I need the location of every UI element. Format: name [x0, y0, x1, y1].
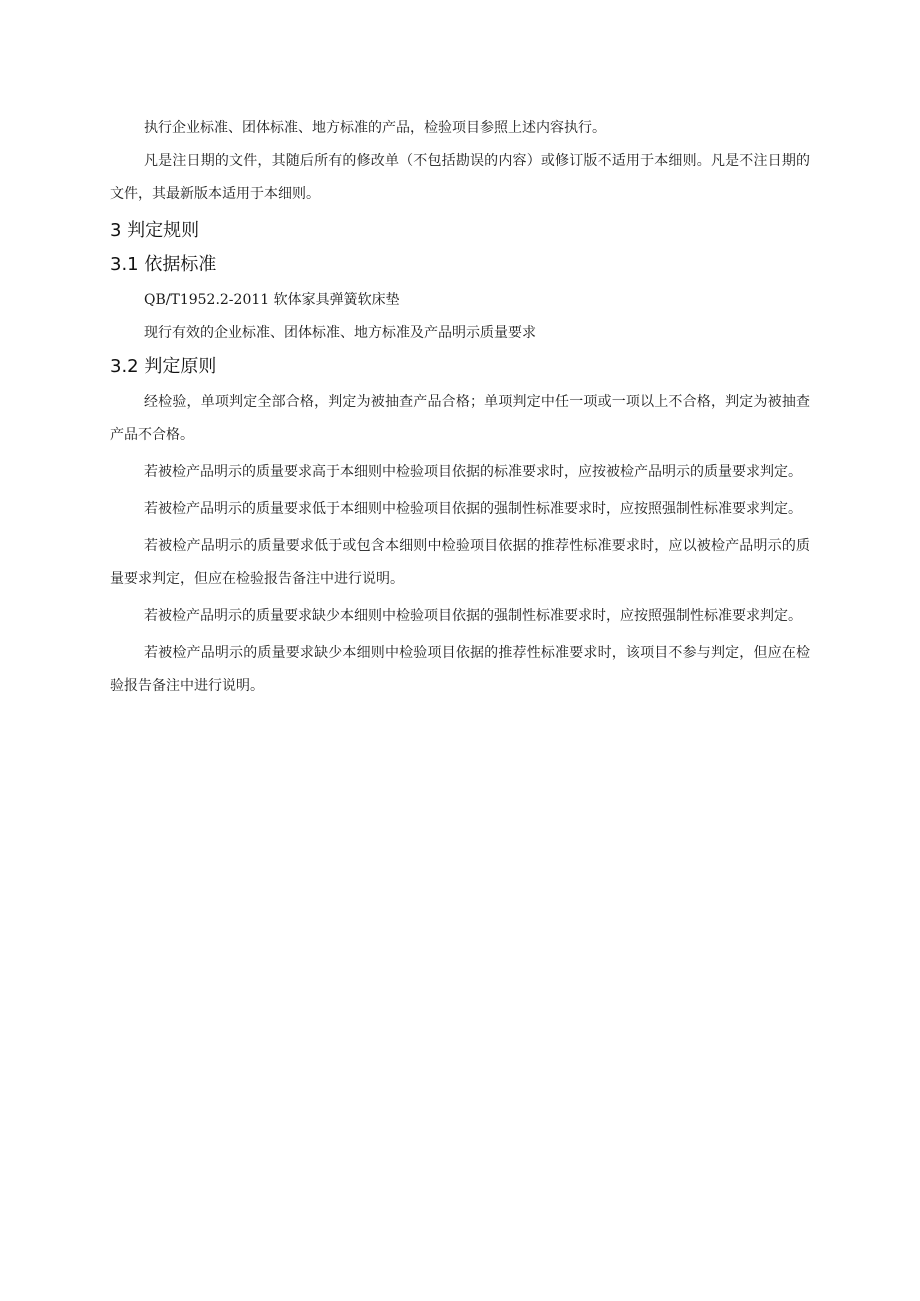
section-3-heading: 3 判定规则 — [110, 220, 200, 241]
judgment-paragraph-1: 经检验，单项判定全部合格，判定为被抽查产品合格；单项判定中任一项或一项以上不合格，判定为被抽查产品不合格。 — [110, 394, 810, 443]
standard-item-1: QB/T1952.2-2011 软体家具弹簧软床垫 — [144, 292, 400, 308]
section-3-1-heading: 3.1 依据标准 — [110, 254, 217, 275]
section-3-2-heading: 3.2 判定原则 — [110, 356, 217, 377]
document-body — [110, 112, 810, 707]
judgment-paragraph-3: 若被检产品明示的质量要求低于本细则中检验项目依据的强制性标准要求时，应按照强制性标准要求判定。 — [144, 501, 802, 517]
intro-paragraph-1: 执行企业标准、团体标准、地方标准的产品，检验项目参照上述内容执行。 — [144, 120, 606, 136]
judgment-paragraph-6: 若被检产品明示的质量要求缺少本细则中检验项目依据的推荐性标准要求时，该项目不参与判定，但应在检验报告备注中进行说明。 — [110, 645, 810, 694]
intro-paragraph-2: 凡是注日期的文件，其随后所有的修改单（不包括勘误的内容）或修订版不适用于本细则。凡是不注日期的文件，其最新版本适用于本细则。 — [110, 153, 810, 202]
judgment-paragraph-2: 若被检产品明示的质量要求高于本细则中检验项目依据的标准要求时，应按被检产品明示的质量要求判定。 — [144, 464, 802, 480]
judgment-paragraph-4: 若被检产品明示的质量要求低于或包含本细则中检验项目依据的推荐性标准要求时，应以被检产品明示的质量要求判定，但应在检验报告备注中进行说明。 — [110, 538, 810, 587]
standard-item-2: 现行有效的企业标准、团体标准、地方标准及产品明示质量要求 — [144, 325, 536, 341]
judgment-paragraph-5: 若被检产品明示的质量要求缺少本细则中检验项目依据的强制性标准要求时，应按照强制性标准要求判定。 — [144, 608, 802, 624]
